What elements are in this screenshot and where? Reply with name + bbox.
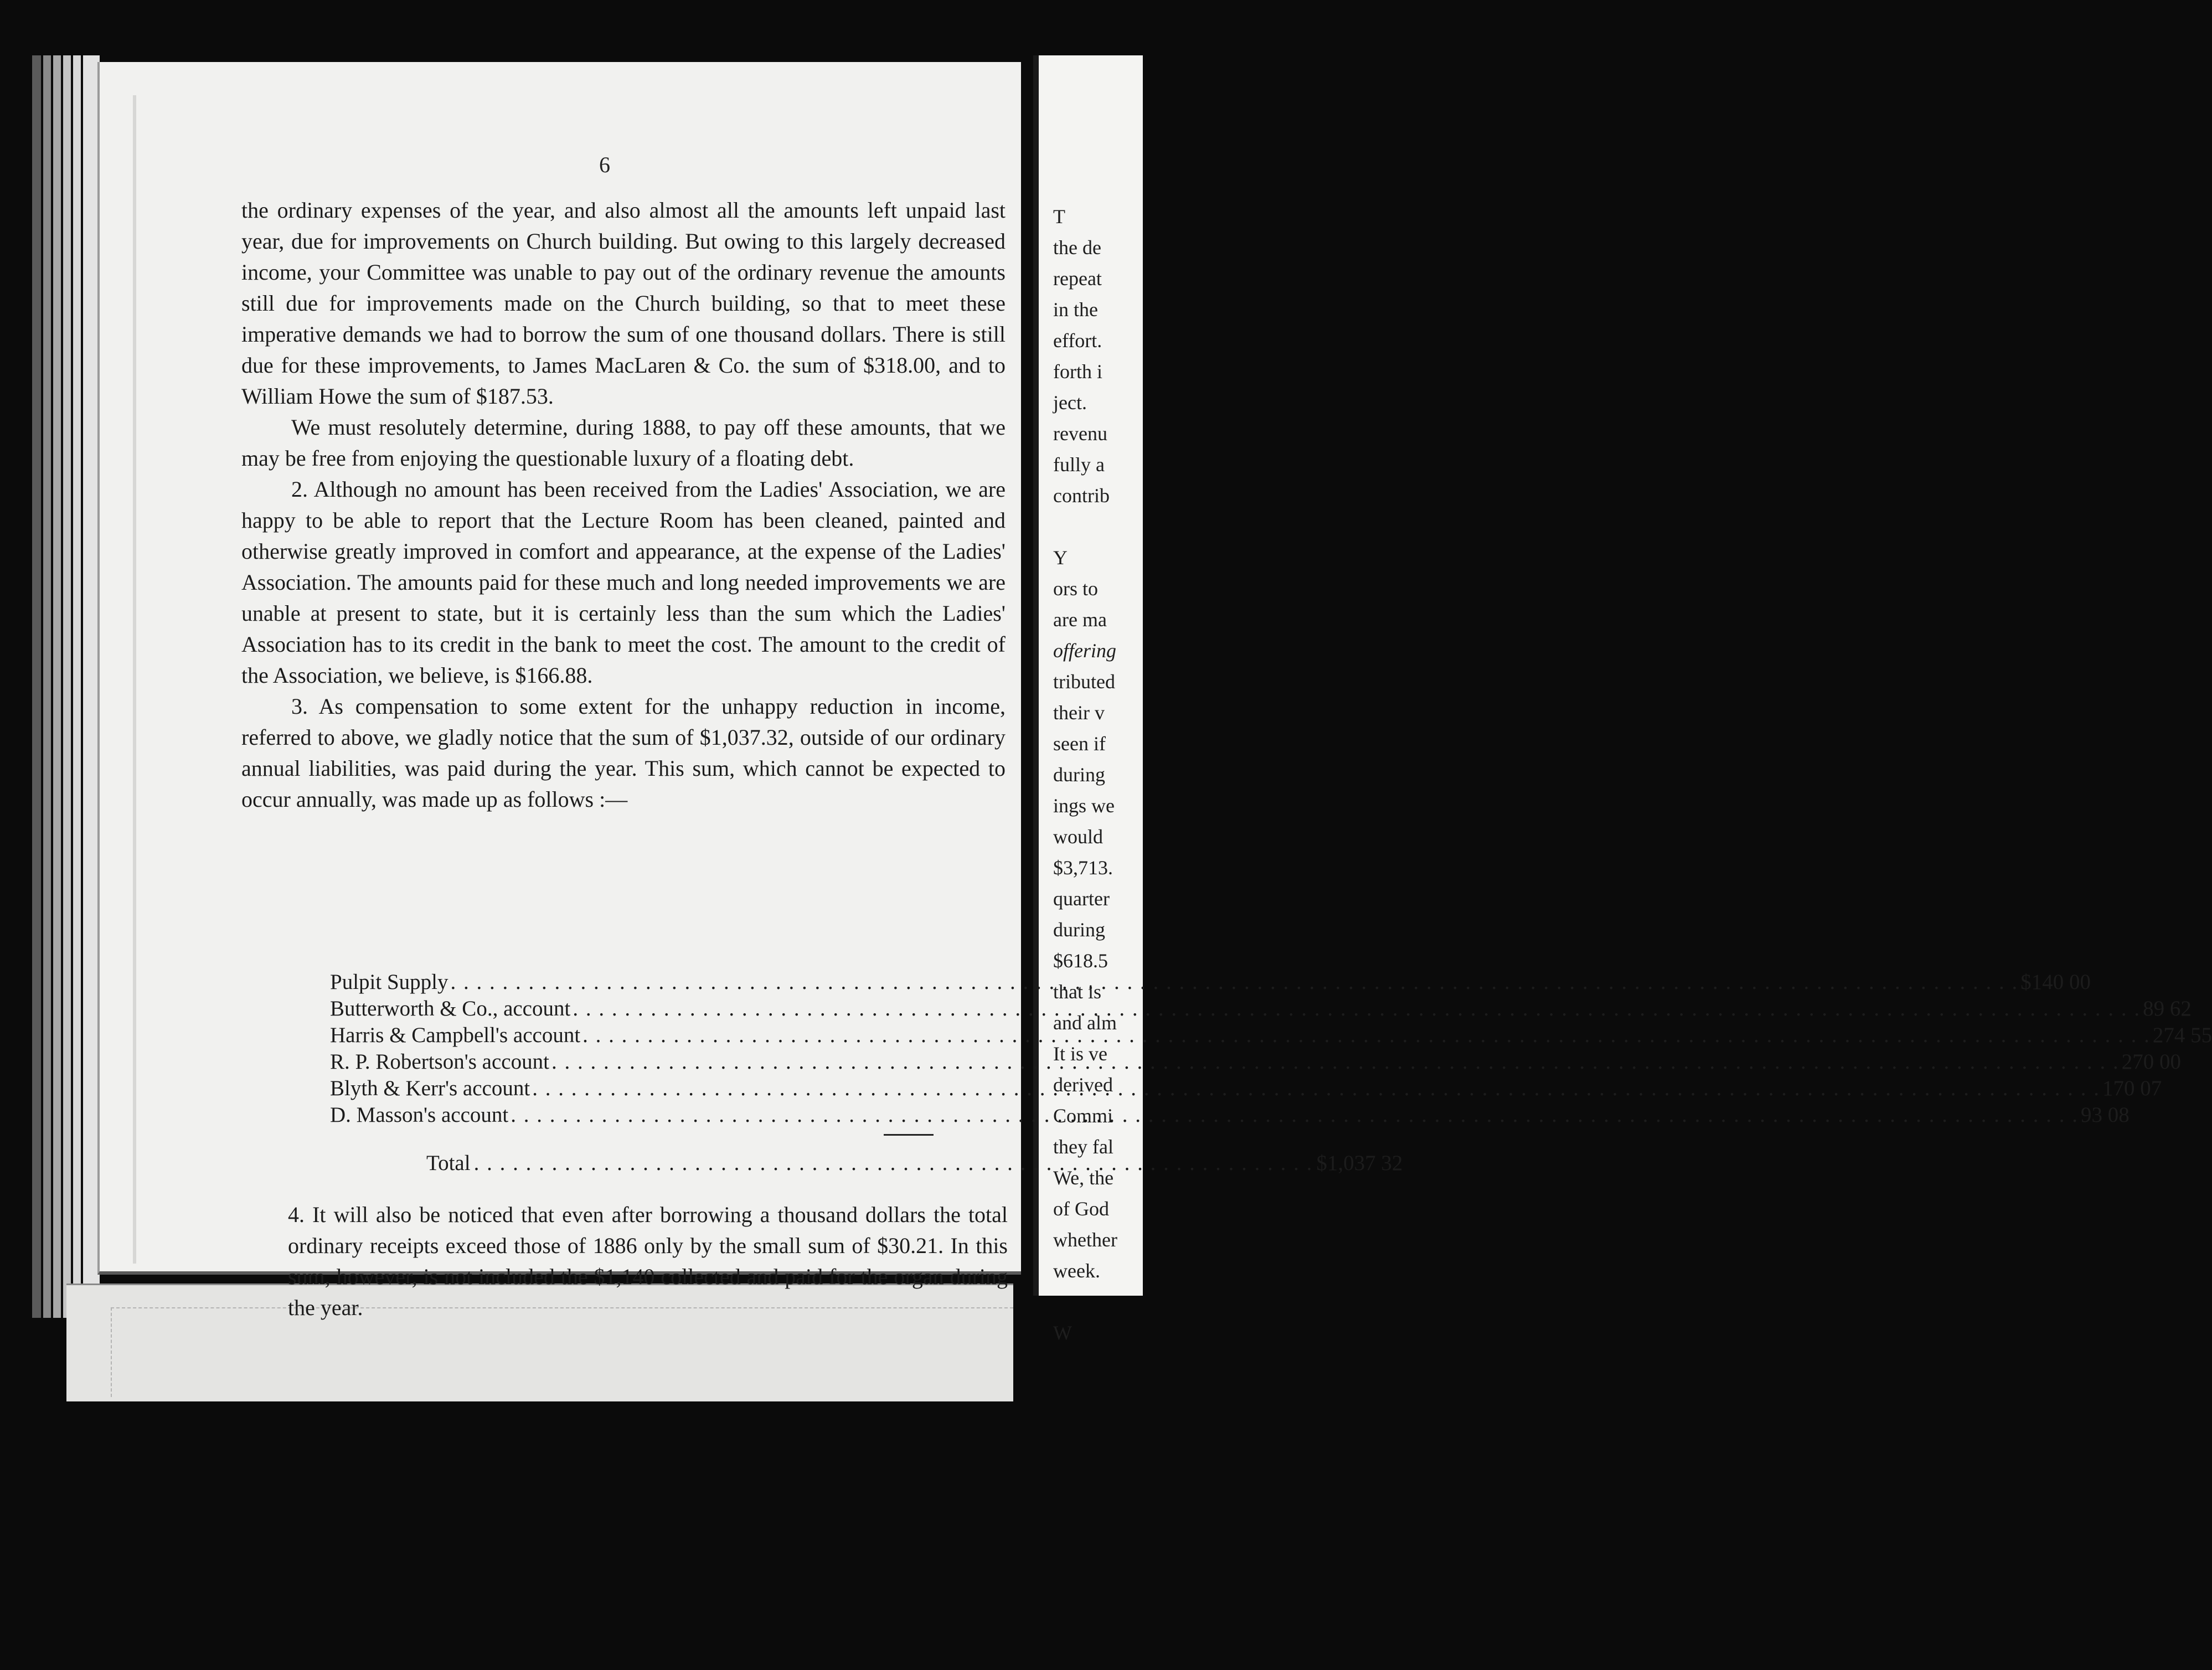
right-page-line: $618.5 [1053,950,1108,972]
ledger-amount: 93 08 [2080,1103,2129,1127]
leader-dots [474,1151,1313,1176]
right-page-line: derived [1053,1074,1113,1096]
right-page-line: ors to [1053,578,1098,600]
ledger-amount: 170 07 [2102,1076,2162,1100]
right-page-line: W [1053,1322,1072,1344]
right-page-line: would [1053,826,1103,848]
book-edge [53,55,61,1318]
paragraph-ladies-association: 2. Although no amount has been received from the Ladies' Association, we are happy to be able to report that the Lecture Room has been cleaned, painted and otherwise greatly improved in comfort and appearance, at the expense of the Ladies' Association. The amounts paid for these much and long needed improvements we are unable at present to state, but it is certainly less than the sum which the Ladies' Association has to its credit in the bank to meet the cost. The amount to the credit of the Association, we believe, is $166.88. [241,477,1006,688]
ledger-label: Butterworth & Co., account [330,997,571,1020]
right-page-line: We, the [1053,1167,1114,1189]
body-text-closing [288,1199,1008,1323]
leader-dots [582,1022,2151,1049]
paragraph-floating-debt: We must resolutely determine, during 1888, to pay off these amounts, that we may be free from enjoying the questionable luxury of a floating debt. [241,415,1006,471]
ledger-row [330,996,2192,1022]
right-page-line: and alm [1053,1012,1117,1034]
paragraph-continuation: the ordinary expenses of the year, and also almost all the amounts left unpaid last year, due for improvements on Church building. But owing to this largely decreased income, your Committee was unable to pay out of the ordinary revenue the amounts still due for improvements made on the Church building, so that to meet these imperative demands we had to borrow the sum of one thousand dollars. There is still due for these improvements, to James MacLaren & Co. the sum of $318.00, and to William Howe the sum of $187.53. [241,198,1006,409]
right-page-line: effort. [1053,329,1102,352]
right-page-line: during [1053,919,1105,941]
leader-dots [532,1075,2100,1102]
ledger-label: Harris & Campbell's account [330,1023,581,1047]
ledger-label: Pulpit Supply [330,970,448,994]
right-page-line: repeat [1053,267,1102,290]
right-page-line: quarter [1053,888,1110,910]
right-page-line: ings we [1053,795,1115,817]
total-label: Total [426,1151,471,1175]
ledger-amount: 89 62 [2143,997,2192,1020]
leader-dots [450,969,2018,996]
paragraph-compensation: 3. As compensation to some extent for the unhappy reduction in income, referred to above, we gladly notice that the sum of $1,037.32, outside of our ordinary annual liabilities, was paid during the year. This sum, which cannot be expected to occur annually, was made up as follows :— [241,694,1006,812]
body-text [241,195,1006,815]
right-page-line: seen if [1053,733,1106,755]
total-rule [884,1134,934,1136]
right-page-line: contrib [1053,484,1110,507]
total-amount: $1,037 32 [1316,1151,1403,1175]
ledger-amount: 270 00 [2121,1050,2181,1074]
right-page-line: Commi [1053,1105,1113,1127]
right-page-line: Y [1053,547,1068,569]
book-edge [43,55,51,1318]
right-page-line: their v [1053,702,1105,724]
right-page-line: revenu [1053,422,1107,445]
right-page-line: during [1053,764,1105,786]
leader-dots [511,1102,2079,1128]
right-page-line: of God [1053,1198,1109,1220]
right-page-line: the de [1053,236,1101,259]
right-page-line: It is ve [1053,1043,1107,1065]
ledger-label: R. P. Robertson's account [330,1050,549,1074]
book-edge [32,55,41,1318]
right-page-line: forth i [1053,360,1102,383]
leader-dots [551,1049,2120,1075]
right-page-line: offering [1053,640,1116,662]
ledger-amount: $140 00 [2020,970,2091,994]
ledger-label: Blyth & Kerr's account [330,1076,530,1100]
right-page-line: in the [1053,298,1098,321]
ledger-label: D. Masson's account [330,1103,509,1127]
book-edge [63,55,71,1318]
leader-dots [573,996,2141,1022]
right-page-line: whether [1053,1229,1117,1251]
ledger-amount: 274 55 [2152,1023,2212,1047]
right-page-line: tributed [1053,671,1115,693]
book-edge [73,55,81,1318]
right-page-line: T [1053,205,1065,228]
page-number: 6 [599,152,610,177]
right-page-line: they fal [1053,1136,1113,1158]
right-page-line: that is [1053,981,1101,1003]
right-page-line: week. [1053,1260,1100,1282]
ledger-total-row [426,1151,1403,1176]
paragraph-receipts: 4. It will also be noticed that even after borrowing a thousand dollars the total ordinary receipts exceed those of 1886 only by the small sum of $30.21. In this sum, however, is not included the $1,140 collected and paid for the organ during the year. [288,1202,1008,1320]
right-page-line: fully a [1053,453,1105,476]
right-page-line: $3,713. [1053,857,1113,879]
right-page-line: are ma [1053,609,1107,631]
page-gutter-rule [133,95,136,1264]
right-page-line: ject. [1053,391,1087,414]
